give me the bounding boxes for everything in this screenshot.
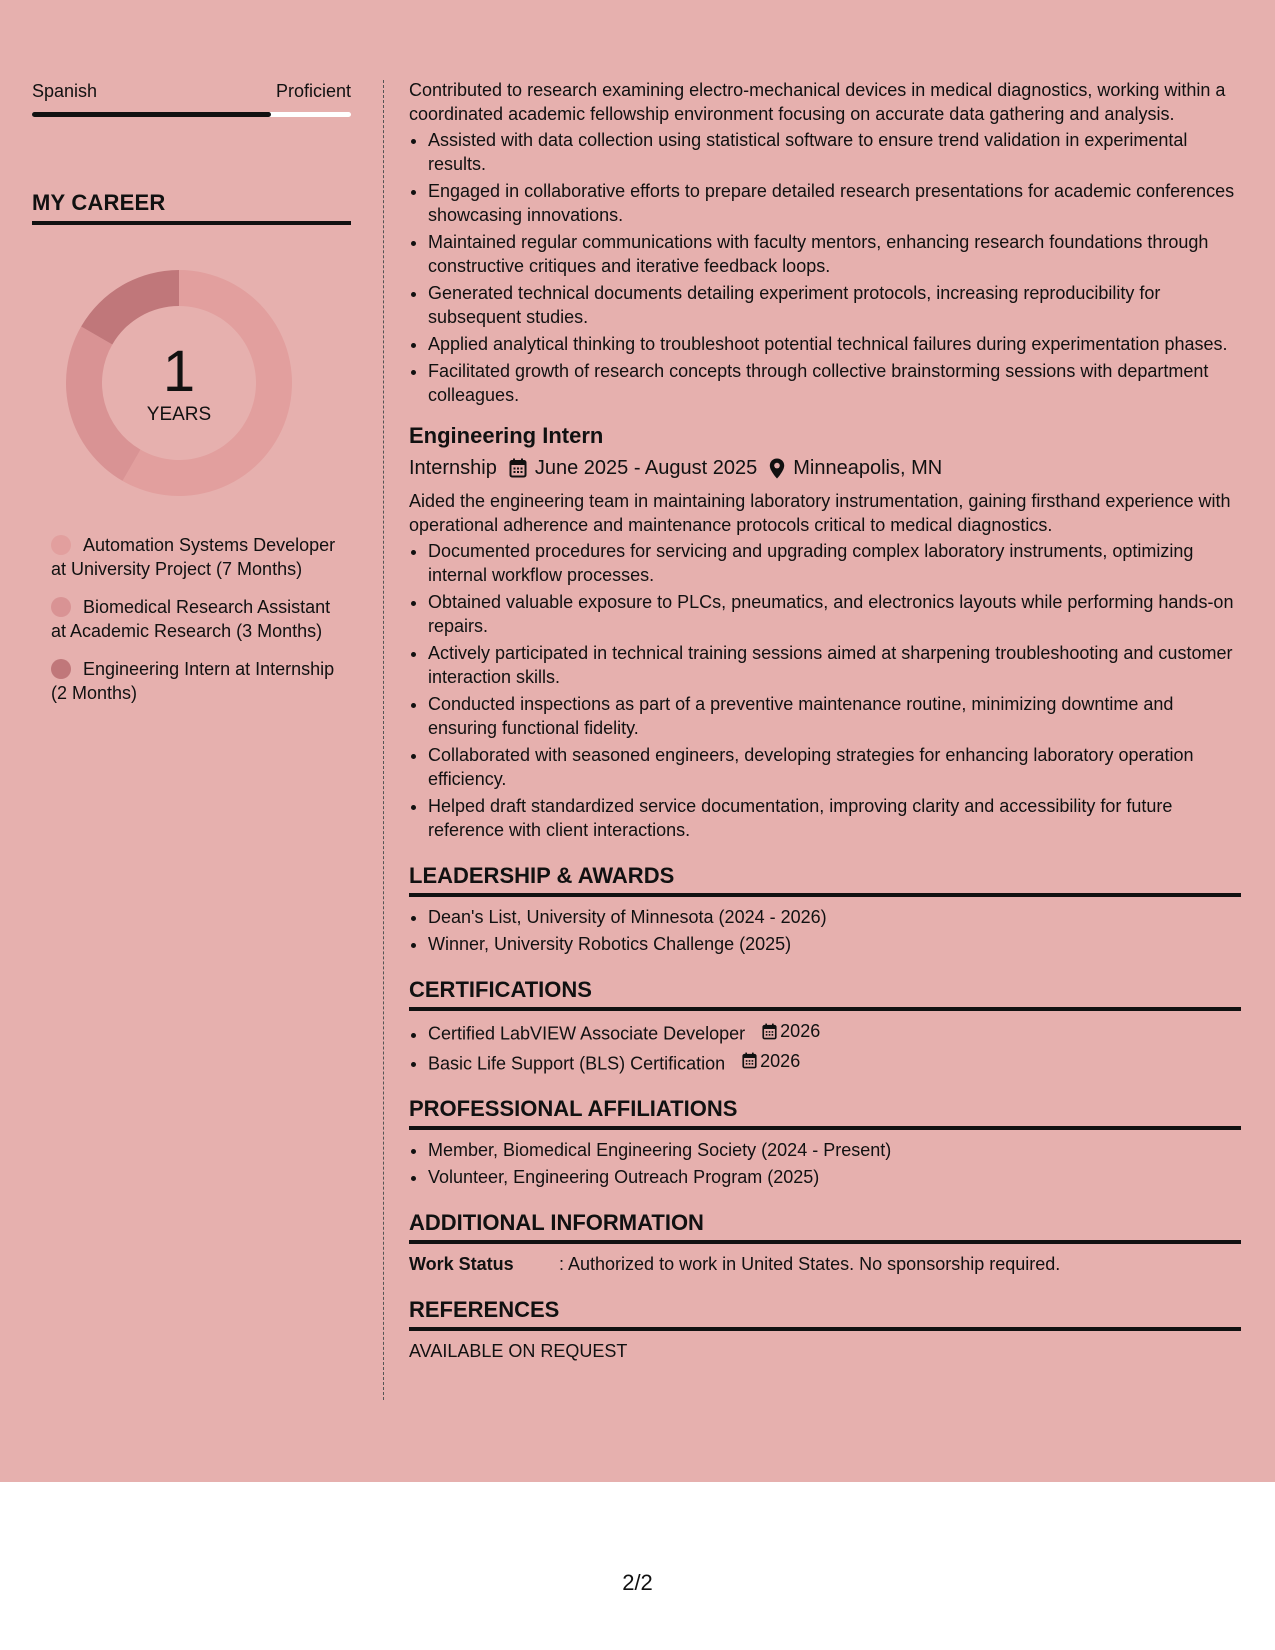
additional-info-heading: ADDITIONAL INFORMATION xyxy=(409,1209,1241,1244)
list-item: • Collaborated with seasoned engineers, developing strategies for enhancing laboratory operation efficiency. xyxy=(428,743,1241,791)
job-meta xyxy=(409,455,1241,481)
legend-item xyxy=(51,533,341,581)
certifications-list xyxy=(409,1019,1241,1075)
legend-item xyxy=(51,595,341,643)
references-text: AVAILABLE ON REQUEST xyxy=(409,1341,628,1361)
list-item: • Conducted inspections as part of a preventive maintenance routine, minimizing downtime and ensuring functional fidelity. xyxy=(428,692,1241,740)
legend-label: Engineering Intern at Internship (2 Months) xyxy=(51,659,335,703)
career-years-unit: YEARS xyxy=(146,404,212,425)
legend-label: Biomedical Research Assistant at Academic Research (3 Months) xyxy=(51,597,331,641)
language-proficiency-fill xyxy=(32,112,271,117)
list-item: • Generated technical documents detailing experiment protocols, increasing reproducibility for subsequent studies. xyxy=(428,281,1241,329)
career-donut-chart xyxy=(66,270,292,496)
experience-bullets xyxy=(409,128,1241,407)
legend-dot xyxy=(51,535,71,555)
legend-dot xyxy=(51,597,71,617)
main-column xyxy=(409,78,1241,1363)
certifications-heading: CERTIFICATIONS xyxy=(409,976,1241,1011)
references-heading: REFERENCES xyxy=(409,1296,1241,1331)
page-number: 2/2 xyxy=(622,1570,653,1595)
list-item: • Applied analytical thinking to troubleshoot potential technical failures during experimentation phases. xyxy=(428,332,1241,356)
calendar-icon xyxy=(509,458,527,478)
language-row xyxy=(32,80,351,102)
career-legend xyxy=(51,533,341,705)
list-item: • Volunteer, Engineering Outreach Program (2025) xyxy=(428,1165,1241,1189)
work-status-value: : Authorized to work in United States. No sponsorship required. xyxy=(559,1254,1061,1274)
list-item: • Winner, University Robotics Challenge (2025) xyxy=(428,932,1241,956)
list-item xyxy=(428,1049,1241,1076)
job-dates: June 2025 - August 2025 xyxy=(534,457,758,479)
sidebar xyxy=(32,80,351,719)
language-level: Proficient xyxy=(275,81,351,101)
career-years-number: 1 xyxy=(162,339,196,404)
calendar-icon xyxy=(742,1052,757,1069)
list-item: • Maintained regular communications with faculty mentors, enhancing research foundations through constructive critiques and iterative feedback loops. xyxy=(428,230,1241,278)
calendar-icon xyxy=(762,1023,777,1040)
location-pin-icon xyxy=(769,458,785,479)
cert-year: 2026 xyxy=(780,1021,821,1041)
job-company: Internship xyxy=(409,457,497,479)
job-summary: Aided the engineering team in maintaining laboratory instrumentation, gaining firsthand experience with operational adherence and maintenance protocols critical to medical diagnostics. xyxy=(409,491,1231,535)
language-proficiency-bar xyxy=(32,112,351,117)
affiliations-list xyxy=(409,1138,1241,1189)
list-item: • Obtained valuable exposure to PLCs, pneumatics, and electronics layouts while performing hands-on repairs. xyxy=(428,590,1241,638)
cert-name: Basic Life Support (BLS) Certification xyxy=(428,1053,726,1073)
list-item: • Member, Biomedical Engineering Society (2024 - Present) xyxy=(428,1138,1241,1162)
list-item: • Helped draft standardized service documentation, improving clarity and accessibility for future reference with client interactions. xyxy=(428,794,1241,842)
language-name: Spanish xyxy=(32,81,98,101)
job-bullets xyxy=(409,539,1241,842)
experience-intro: Contributed to research examining electro-mechanical devices in medical diagnostics, working within a coordinated academic fellowship environment focusing on accurate data gathering and analysis. xyxy=(409,80,1226,124)
cert-name: Certified LabVIEW Associate Developer xyxy=(428,1023,746,1044)
work-status-row xyxy=(409,1252,1241,1276)
list-item: • Actively participated in technical training sessions aimed at sharpening troubleshooting and customer interaction skills. xyxy=(428,641,1241,689)
list-item: • Assisted with data collection using statistical software to ensure trend validation in experimental results. xyxy=(428,128,1241,176)
career-heading: MY CAREER xyxy=(32,189,351,225)
affiliations-heading: PROFESSIONAL AFFILIATIONS xyxy=(409,1095,1241,1130)
legend-item xyxy=(51,657,341,705)
job-location: Minneapolis, MN xyxy=(793,457,943,479)
list-item: • Engaged in collaborative efforts to prepare detailed research presentations for academic conferences showcasing innovations. xyxy=(428,179,1241,227)
leadership-list xyxy=(409,905,1241,956)
list-item xyxy=(428,1019,1241,1046)
job-title: Engineering Intern xyxy=(409,423,604,448)
column-divider xyxy=(383,80,384,1400)
legend-label: Automation Systems Developer at University Project (7 Months) xyxy=(51,535,336,579)
cert-year: 2026 xyxy=(760,1050,801,1071)
legend-dot xyxy=(51,659,71,679)
list-item: • Facilitated growth of research concepts through collective brainstorming sessions with department colleagues. xyxy=(428,359,1241,407)
list-item: • Dean's List, University of Minnesota (2024 - 2026) xyxy=(428,905,1241,929)
leadership-heading: LEADERSHIP & AWARDS xyxy=(409,862,1241,897)
work-status-label: Work Status xyxy=(409,1254,514,1274)
list-item: • Documented procedures for servicing and upgrading complex laboratory instruments, optimizing internal workflow processes. xyxy=(428,539,1241,587)
